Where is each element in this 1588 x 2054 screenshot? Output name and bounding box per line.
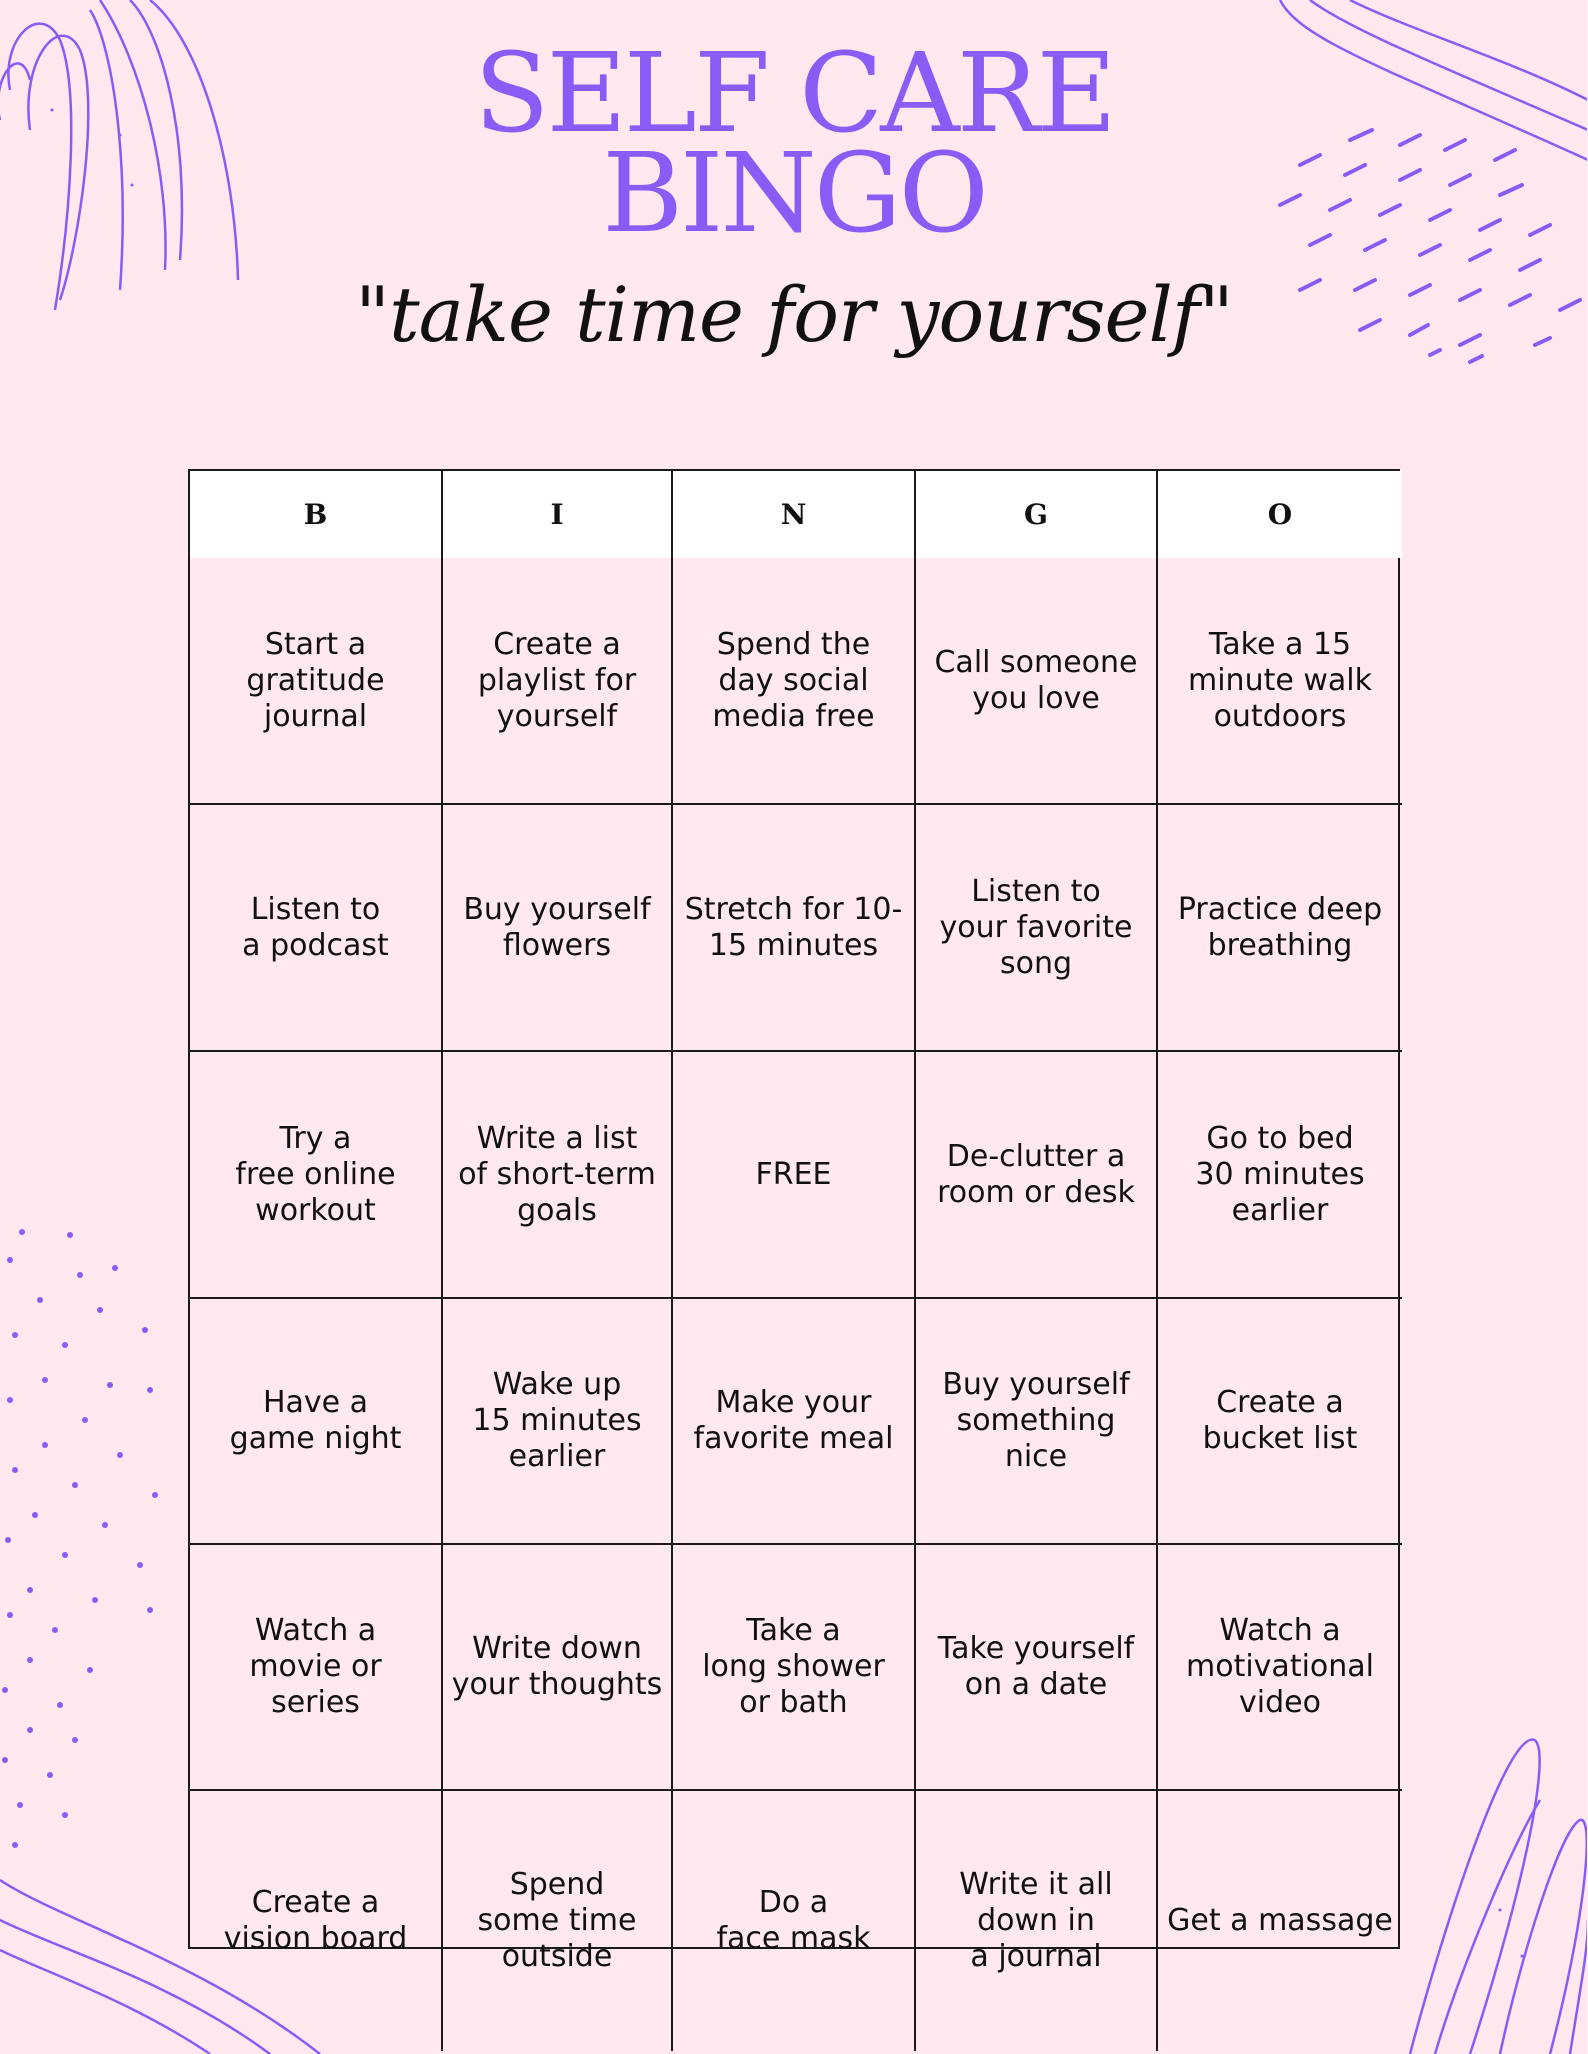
bingo-cell: Listen to your favorite song [916, 805, 1158, 1052]
bingo-cell: Take a 15 minute walk outdoors [1158, 558, 1402, 805]
bingo-cell: Buy yourself flowers [443, 805, 673, 1052]
bottom-right-loops-decoration [1380, 1720, 1588, 2054]
bingo-cell: Get a massage [1167, 1903, 1393, 1938]
bingo-cell: Watch a motivational video [1158, 1545, 1402, 1791]
bingo-cell: Practice deep breathing [1158, 805, 1402, 1052]
bingo-cell: Make your favorite meal [673, 1299, 916, 1545]
page-title: SELF CARE [474, 29, 1114, 157]
bingo-cell: Stretch for 10- 15 minutes [673, 805, 916, 1052]
subtitle-tagline: "take time for yourself" [355, 270, 1233, 359]
bingo-cell: Create a playlist for yourself [443, 558, 673, 805]
bingo-cell: Do a face mask [673, 1791, 916, 2051]
bingo-cell: Wake up 15 minutes earlier [443, 1299, 673, 1545]
bingo-cell: Call someone you love [916, 558, 1158, 805]
column-header-i: I [443, 471, 673, 558]
bingo-cell: Write down your thoughts [443, 1545, 673, 1791]
bingo-cell: Watch a movie or series [190, 1545, 443, 1791]
bingo-cell: Spend some time outside [443, 1791, 673, 2051]
bingo-cell: De-clutter a room or desk [916, 1052, 1158, 1299]
bingo-cell: Write it all down in a journal [916, 1791, 1158, 2051]
bingo-board [188, 469, 1400, 1974]
bingo-cell: Try a free online workout [190, 1052, 443, 1299]
free-space-cell: FREE [673, 1052, 916, 1299]
bingo-cell: Spend the day social media free [673, 558, 916, 805]
page-title-second-line: BINGO [602, 129, 986, 257]
bingo-cell: Take a long shower or bath [673, 1545, 916, 1791]
bingo-cell: Buy yourself something nice [916, 1299, 1158, 1545]
bingo-cell: Have a game night [190, 1299, 443, 1545]
bingo-cell: Go to bed 30 minutes earlier [1158, 1052, 1402, 1299]
bingo-cell: Listen to a podcast [190, 805, 443, 1052]
column-header-n: N [673, 471, 916, 558]
bingo-cell: Create a vision board [190, 1791, 443, 2051]
dot-pattern-decoration [0, 1220, 180, 1870]
column-header-b: B [190, 471, 443, 558]
bingo-cell: Start a gratitude journal [190, 558, 443, 805]
bingo-cell: Create a bucket list [1158, 1299, 1402, 1545]
column-header-g: G [916, 471, 1158, 558]
column-header-o: O [1158, 471, 1402, 558]
bingo-cell: Write a list of short-term goals [443, 1052, 673, 1299]
bingo-cell: Take yourself on a date [916, 1545, 1158, 1791]
